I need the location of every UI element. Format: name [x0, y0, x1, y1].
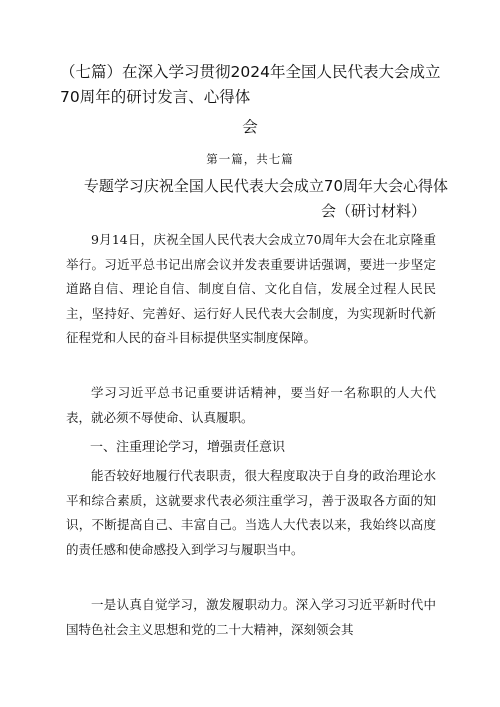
article-title-line-1: 专题学习庆祝全国人民代表大会成立70周年大会心得体: [83, 177, 448, 195]
document-title: （七篇）在深入学习贯彻2024年全国人民代表大会成立70周年的研讨发言、心得体: [60, 63, 441, 106]
article-title: [78, 174, 448, 224]
body-paragraph-4-block: [66, 593, 436, 642]
body-paragraph-1-block: [66, 228, 436, 351]
document-title-tail: 会: [242, 118, 258, 136]
body-paragraph-2-block: [66, 381, 436, 430]
section-heading-1: 一、注重理论学习，增强责任意识: [90, 440, 286, 455]
article-title-line-2: 会（研讨材料）: [320, 202, 426, 220]
part-label: 第一篇，共七篇: [206, 152, 294, 166]
body-paragraph-3: 能否较好地履行代表职责，很大程度取决于自身的政治理论水平和综合素质，这就要求代表必须注重学习，善于汲取各方面的知识，不断提高自己、丰富自己。当选人大代表以来，我始终以高度的责任感和使命感投入到学习与履职当中。: [66, 468, 436, 557]
body-paragraph-1: 9月14日，庆祝全国人民代表大会成立70周年大会在北京隆重举行。习近平总书记出席会议并发表重要讲话强调，要进一步坚定道路自信、理论自信、制度自信、文化自信，发展全过程人民民主，坚持好、完善好、运行好人民代表大会制度，为实现新时代新征程党和人民的奋斗目标提供坚实制度保障。: [66, 232, 436, 345]
body-paragraph-2: 学习习近平总书记重要讲话精神，要当好一名称职的人大代表，就必须不辱使命、认真履职。: [66, 385, 436, 425]
body-paragraph-3-block: [66, 464, 436, 562]
body-paragraph-4: 一是认真自觉学习，激发履职动力。深入学习习近平新时代中国特色社会主义思想和党的二十大精神，深刻领会其: [66, 597, 436, 637]
